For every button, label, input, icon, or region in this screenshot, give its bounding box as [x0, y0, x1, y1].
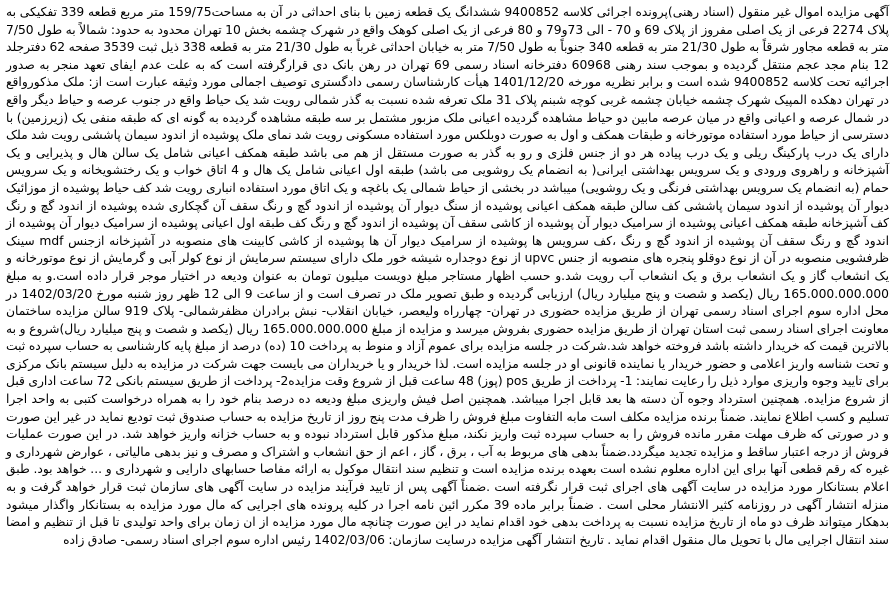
auction-notice-body: آگهی مزایده اموال غیر منقول (اسناد رهنی)پرونده اجرائی کلاسه 9400852 ششدانگ یک قطعه زمین با بنای احداثی در آن به مساحت159/75 متر مربع قطعه 339 تفکیکی به پلاک 2274 فرعی از یک اصلی مفروز از پلاک 69 و 70 - الی 73و79 و 80 فرعی از یک اصلی کوهک واقع در شهرک چشمه بخش 10 تهران محدود به حدود: شمالاً به طول 7/50 متر به قطعه مجاور شرقاً به طول 21/30 متر به قطعه 340 جنوباً به طول 7/50 متر به خیابان احداثی غرباً به طول 21/30 متر به قطعه 338 ذیل ثبت 3539 صفحه 62 دفترجلد 12 بنام مجد عجم منتقل گردیده و بموجب سند رهنی 60968 دفترخانه اسناد رسمی 69 تهران در رهن بانک دی قرارگرفته است که به علت عدم ایفای تعهد منجر به صدور اجرائیه تحت کلاسه 9400852 شده است و برابر نظریه مورخه 1401/12/20 هیأت کارشناسان رسمی دادگستری توصیف اجمالی مورد وثیقه عبارت است از: ملک مذکورواقع در تهران دهکده المپیک شهرک چشمه خیابان چشمه غربی کوچه شبنم پلاک 31 ملک تعرفه شده نسبت به گذر شمالی رویت شد یک حیاط واقع در جنوب عرصه و حیاط دیگر واقع در شمال عرصه و اعیانی واقع در میان عرصه مابین دو حیاط مشاهده گردیده اعیانی ملک مزبور مشتمل بر سه طبقه مشاهده گردیده به گونه ای که طبقه منفی یک (زیرزمین) با دسترسی از حیاط مورد استفاده موتورخانه و طبقات همکف و اول به صورت دوبلکس مورد استفاده مسکونی رویت شد نمای ملک پوشیده از اندود سیمان پاششی رویت شد ملک دارای یک درب پارکینگ ریلی و یک درب پیاده هر دو از جنس فلزی و رو به گذر به صورت مستقل از هم می باشد طبقه همکف اعیانی شامل یک سالن هال و پذیرایی و یک آشپزخانه و راهروی ورودی و یک سرویس بهداشتی ایرانی( به انضمام یک روشویی می باشد) طبقه اول اعیانی شامل یک هال و 4 اتاق خواب و یک رختشویخانه و یک سرویس حمام (به انضمام یک سرویس بهداشتی فرنگی و یک روشویی) میباشد در بخشی از حیاط شمالی یک باغچه و یک اتاق مورد استفاده انباری رویت شد کف حیاط پوشیده از موزائیک دیوار آن پوشیده از اندود سیمان پاششی کف سالن طبقه همکف اعیانی پوشیده از سنگ دیوار آن پوشیده از اندود گچ و رنگ سقف آن گچکاری شده پوشیده از اندود گچ و رنگ کف آشپزخانه طبقه همکف اعیانی پوشیده از سرامیک دیوار آن پوشیده از کاشی سقف آن پوشیده از اندود گچ و رنگ کف طبقه اول اعیانی پوشیده از سرامیک دیوار آن پوشیده از اندود گچ و رنگ سقف آن پوشیده از اندود گچ و رنگ ،کف سرویس ها پوشیده از سرامیک دیوار آن ها پوشیده از کاشی کابینت های منصوبه در آشپزخانه ازجنس mdf سینک ظرفشویی منصوبه در آن از نوع دوقلو پنجره های منصوبه از جنس upvc از نوع دوجداره شیشه خور ملک دارای سیستم سرمایش از نوع کولر آبی و گرمایش از نوع موتورخانه و یک انشعاب گاز و یک انشعاب برق و یک انشعاب آب رویت شد.و حسب اظهار مستاجر مبلغ دویست میلیون تومان به عنوان ودیعه در اختیار موجر قرار داده است.و به مبلغ 165.000.000.000 ریال (یکصد و شصت و پنج میلیارد ریال) ارزیابی گردیده و طبق تصویر ملک در تصرف است و از ساعت 9 الی 12 ظهر روز شنبه مورخ 1402/03/20 در محل اداره سوم اجرای اسناد رسمی تهران از طریق مزایده حضوری در تهران- چهارراه ولیعصر، خیابان انقلاب- نبش برادران مظفرشمالی- پلاک 919 سالن مزایده ساختمان معاونت اجرای اسناد رسمی ثبت استان تهران از طریق مزایده حضوری بفروش میرسد و مزایده از مبلغ 165.000.000.000 ریال (یکصد و شصت و پنج میلیارد ریال)شروع و به بالاترین قیمت که خریدار داشته باشد فروخته خواهد شد.شرکت در جلسه مزایده برای عموم آزاد و منوط به پرداخت 10 (ده) درصد از مبلغ پایه کارشناسی به حساب سپرده ثبت و تحت شناسه واریز اعلامی و حضور خریدار یا نماینده قانونی او در جلسه مزایده است. لذا خریدار و یا خریداران می بایست جهت شرکت در مزایده به دلیل سیستم بانک مرکزی برای تایید وجوه واریزی موارد ذیل را رعایت نمایند: 1- پرداخت از طریق pos (پوز) 48 ساعت قبل از شروع وقت مزایده2- پرداخت از طریق سیستم بانکی 72 ساعت اداری قبل از شروع مزایده. همچنین استرداد وجوه آن دسته ها بعد قابل اجرا میباشد. همچنین اصل فیش واریزی مبلغ ودیعه ده درصد بنام خود را به همراه درخواست کتبی به واحد اجرا تسلیم و کسب اطلاع نمایند. ضمناً برنده مزایده مکلف است مابه التفاوت مبلغ فروش را ظرف مدت پنج روز از تاریخ مزایده به حساب صندوق ثبت تودیع نماید در غیر این صورت و در صورتی که ظرف مهلت مقرر مانده فروش را به حساب سپرده ثبت واریز نکند، مبلغ مذکور قابل استرداد نبوده و به حساب خزانه واریز خواهد شد. در این صورت عملیات فروش از درجه اعتبار ساقط و مزایده تجدید میگردد.ضمناً بدهی های مربوط به آب ، برق ، گاز ، اعم از حق انشعاب و اشتراک و مصرف و نیز بدهی مالیاتی ، عوارض شهرداری و غیره که رقم قطعی آنها برای این اداره معلوم نشده است بعهده برنده مزایده است و تنظیم سند انتقال موکول به ارائه مفاصا حسابهای دارایی و شهرداری و ... خواهد بود. طبق اعلام بستانکار مورد مزایده در سایت آگهی های اجرای ثبت قرار نگرفته است .ضمناً آگهی پس از تایید فرآیند مزایده در سایت آگهی های سازمان ثبت قرار خواهد گرفت و به منزله انتشار آگهی در روزنامه کثیر الانتشار محلی است . ضمناً برابر ماده 39 مکرر ائین نامه اجرا در کلیه پرونده های اجرایی که مال مورد مزایده به بستانکار واگذار میشود بدهکار میتواند ظرف دو ماه از تاریخ مزایده نسبت به پرداخت بدهی خود اقدام نماید در این صورت چنانچه مال مورد مزایده از ان زمان برای واحد تولیدی تا قبل از تنظیم و امضا سند انتقال اجرایی مال با تحویل مال منقول اقدام نماید . تاریخ انتشار آگهی مزایده درسایت سازمان: 1402/03/06 رئیس اداره سوم اجرای اسناد رسمی- صادق زاده [6, 5, 890, 547]
